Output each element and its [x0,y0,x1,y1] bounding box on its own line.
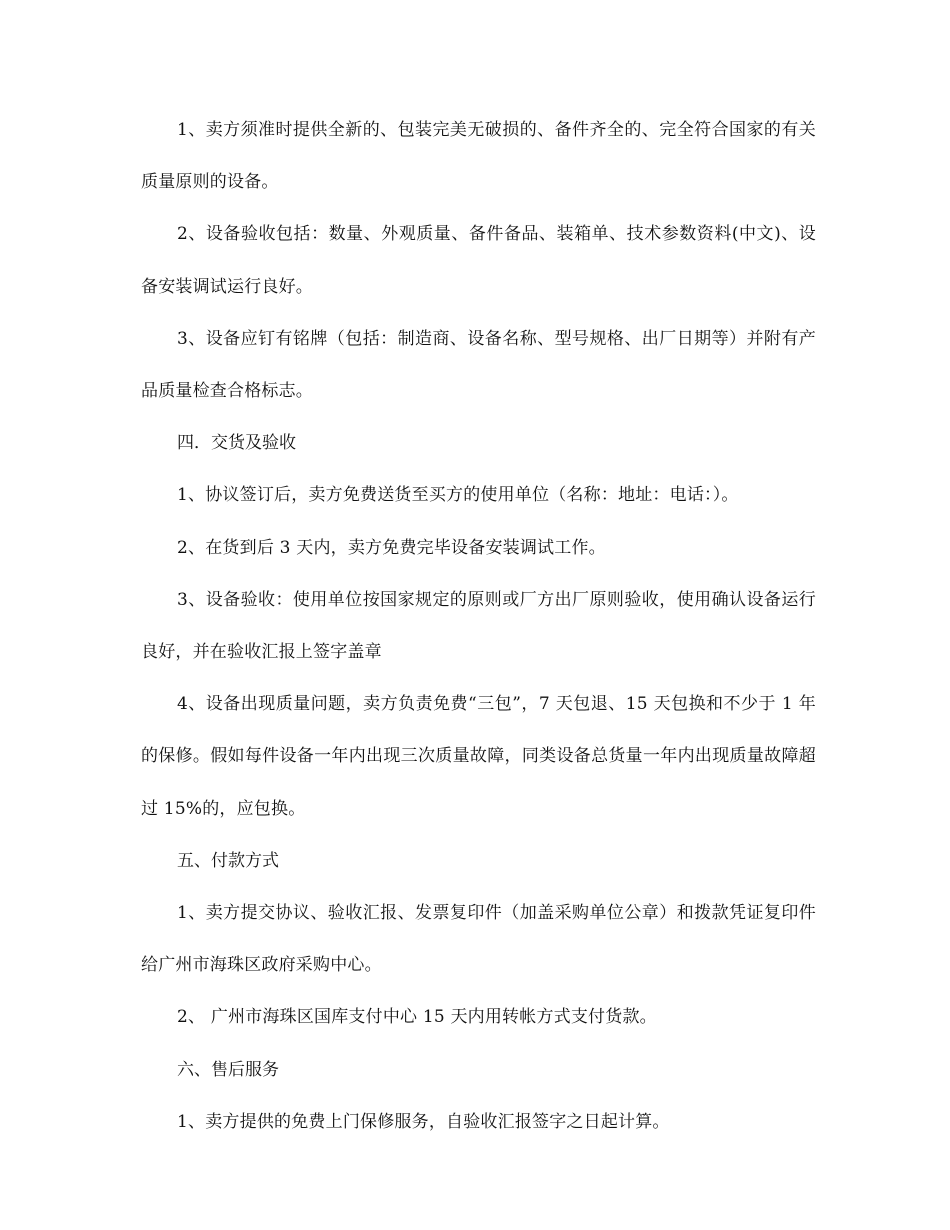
delivery-item-1: 1、协议签订后，卖方免费送货至买方的使用单位（名称：地址：电话：）。 [177,485,739,506]
delivery-item-4: 4、设备出现质量问题，卖方负责免费“三包”，7 天包退、15 天包换和不少于 1 年的保修。假如每件设备一年内出现三次质量故障，同类设备总货量一年内出现质量故障超过 15%的，应包换。 [141,694,816,819]
section-payment-heading: 五、付款方式 [177,850,279,871]
section-delivery-heading: 四．交货及验收 [177,433,296,454]
service-item-1: 1、卖方提供的免费上门保修服务，自验收汇报签字之日起计算。 [177,1111,670,1132]
quality-item-1: 1、卖方须准时提供全新的、包装完美无破损的、备件齐全的、完全符合国家的有关质量原则的设备。 [141,120,816,193]
delivery-item-3: 3、设备验收：使用单位按国家规定的原则或厂方出厂原则验收，使用确认设备运行良好，并在验收汇报上签字盖章 [141,589,816,663]
payment-item-1: 1、卖方提交协议、验收汇报、发票复印件（加盖采购单位公章）和拨款凭证复印件给广州市海珠区政府采购中心。 [141,903,816,976]
delivery-item-2: 2、在货到后 3 天内，卖方免费完毕设备安装调试工作。 [177,537,606,558]
quality-item-2: 2、设备验收包括：数量、外观质量、备件备品、装箱单、技术参数资料(中文)、设备安装调试运行良好。 [141,224,816,297]
payment-item-2: 2、 广州市海珠区国库支付中心 15 天内用转帐方式支付货款。 [177,1007,657,1028]
quality-item-3: 3、设备应钉有铭牌（包括：制造商、设备名称、型号规格、出厂日期等）并附有产品质量检查合格标志。 [141,328,816,402]
document-body [141,104,816,1148]
section-service-heading: 六、售后服务 [177,1059,279,1080]
